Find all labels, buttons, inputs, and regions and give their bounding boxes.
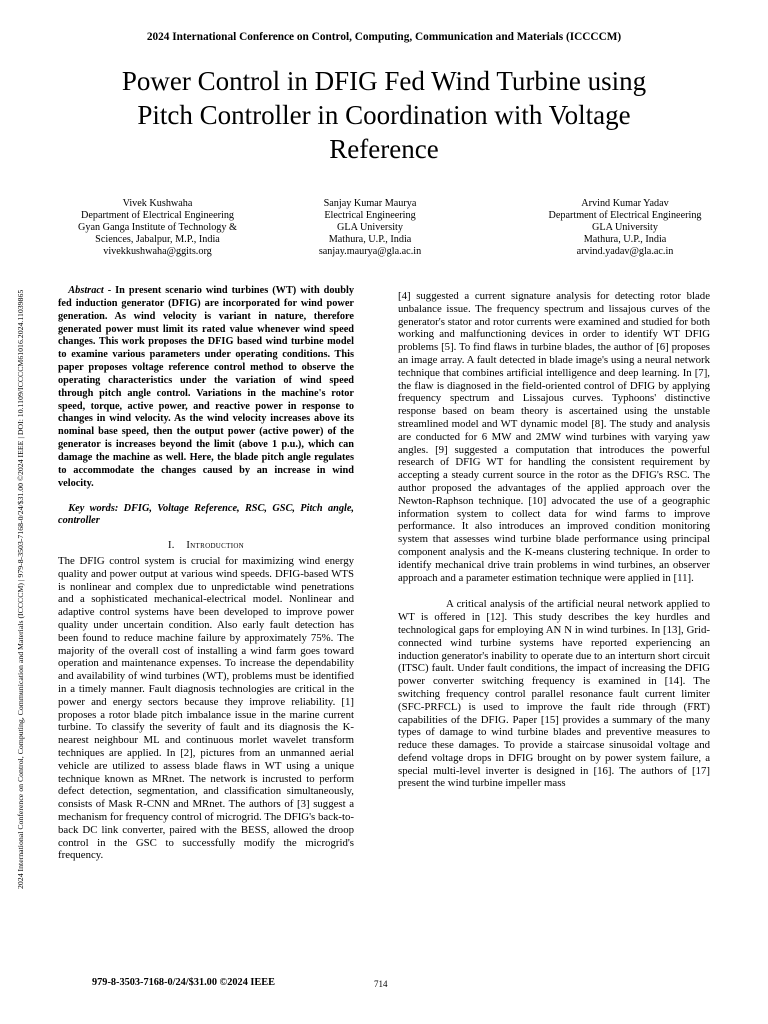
- body-paragraph: A critical analysis of the artificial neural network applied to WT is offered in [12]. This study describes the key hurdles and technological gaps for employing AN N in wind turbines. In [13], Grid-connected wind turbine systems have reported experiencing an induction generator's inability to operate due to an interturn short circuit (ITSC) fault. Under fault conditions, the impact of increasing the DFIG power converter switching frequency is examined in [14]. The switching frequency control parallel resonance fault current limiter (SFC-PRFCL) is used to improve the fault ride through (FRT) capabilities of the DFIG. Paper [15] provides a summary of the many types of damage to wind turbine blades and preventive measures to reduce these damages. To provide a staircase sinusoidal voltage and defend voltage drops in DFIG brought on by power system failure, a special multi-level inverter is designed in [16]. The authors of [17] present the wind turbine impeller mass: [398, 598, 710, 790]
- author-affiliation: Department of Electrical Engineering: [80, 210, 235, 221]
- left-column: [58, 285, 354, 862]
- abstract-text: - In present scenario wind turbines (WT) with doubly fed induction generator (DFIG) are incorporated for wind power generation. As wind velocity is variant in nature, therefore generated power must limit its rated value whenever wind speed changes. This work proposes the DFIG based wind turbine model to examine various parameters under operating conditions. This paper proposes voltage reference control method to observe the operating characteristics under the variation of wind speed through pitch angle control. Variations in the machine's rotor speed, torque, active power, and reactive power in response to changes in wind velocity. As the wind velocity increases above its nominal base speed, then the output power (active power) of the generator is increases beyond the limit (above 1 p.u.), which can damage the machine as well. Here, the blade pitch angle regulates to accommodate the changes caused by an increase in wind velocity.: [58, 285, 354, 489]
- section-heading: [58, 540, 354, 553]
- title-line: Pitch Controller in Coordination with Voltage: [137, 100, 631, 130]
- author-3: [510, 198, 740, 258]
- paper-title: [60, 64, 708, 166]
- body-paragraph: [4] suggested a current signature analysis for detecting rotor blade unbalance issue. The frequency spectrum and lissajous curves of the generator's stator and rotor currents were examined and studied for both working and malfunctioning devices in order to identify WT DFIG problems [5]. To find flaws in turbine blades, the author of [6] proposes an image array. A fault detected in blade image's using a neural network technique that combines artificial intelligence and deep learning. In [7], the flaw is diagnosed in the field-oriented control of DFIG by applying frequency spectrum and Lissajous curves. Typhoons' distinctive response based on beam theory is ascertained using the unstable streamlined model and WT dynamic model [8]. The study and analysis are conducted for 6 MW and 2MW wind turbines with varying yaw angles. [9] suggested a computation that introduces the powerful research of DFIG WT for handling the consistent requirement by accepting a steady current source in the rotor as the DFIG's RSC. The author proposed the advantages of the applied approach over the Newton-Raphson technique. [10] advocated the use of a geographic information system to collect data for wind farms to improve performance. It also introduces an improved condition monitoring system that assesses wind turbine blade performance using principal component analysis and the K-means clustering technique. In order to identify mechanical drive train problems in wind turbines, an observer approach and a parameter estimation technique were applied in [11].: [398, 290, 710, 584]
- author-affiliation: Department of Electrical Engineering: [548, 210, 702, 221]
- conference-header: 2024 International Conference on Control, Computing, Communication and Materials (ICCCCM): [146, 31, 622, 43]
- author-email[interactable]: arvind.yadav@gla.ac.in: [576, 246, 674, 257]
- intro-paragraph: The DFIG control system is crucial for maximizing wind energy quality and power output at various wind speeds. DFIG-based WTS is nonlinear and complex due to unpredictable wind penetrations and a sophisticated mechanical-electrical model. Nonlinear and adaptive control systems have been developed to improve power quality under uncertain condition. Also early fault detection has been found to reduce machine failure by approximately 75%. The majority of the overall cost of installing a wind farm goes toward operation and maintenance expenses. To increase the dependability and availability of wind turbines (WT), problems must be identified in a timely manner. Fault diagnosis technologies are critical in the power and energy sectors because they improve reliability. [1] proposes a rotor blade pitch imbalance issue in the marine current turbine. To classify the severity of fault and its diagnosis the K-nearest neighbour ML and continuous morlet wavelet transform techniques are applied. In [2], pictures from an unmanned aerial vehicle are utilized to assess blade flaws in WT using a unique technique known as MRnet. The network is incrusted to perform defect detection, segmentation, and classification simultaneously, consists of Mask R-CNN and MRnet. The authors of [3] suggest a mechanism for frequency control of microgrid. The DFIG's back-to-back DC link converter, paired with the BESS, allowed the droop control in the GSC to successfully modify the microgrid's frequency.: [58, 555, 354, 862]
- author-affiliation: Electrical Engineering: [324, 210, 416, 221]
- author-affiliation: Mathura, U.P., India: [583, 234, 667, 245]
- keywords: Key words: DFIG, Voltage Reference, RSC, GSC, Pitch angle, controller: [58, 502, 354, 527]
- abstract: [58, 285, 354, 491]
- author-affiliation: Sciences, Jabalpur, M.P., India: [95, 234, 220, 245]
- author-block: [40, 198, 740, 268]
- author-affiliation: GLA University: [592, 222, 658, 233]
- sidebar-citation-text: 2024 International Conference on Control, Computing, Communication and Materials (ICCCCM) | 979-8-3503-7168-0/24/$31.00 ©2024 IEEE | DOI: 10.1109/ICCCCM61016.2024.11039865: [16, 289, 25, 889]
- author-1: [40, 198, 275, 258]
- title-line: Power Control in DFIG Fed Wind Turbine using: [121, 66, 647, 96]
- author-email[interactable]: vivekkushwaha@ggits.org: [103, 246, 212, 257]
- author-name: Arvind Kumar Yadav: [581, 198, 669, 209]
- section-number: I.: [167, 540, 175, 552]
- author-affiliation: Gyan Ganga Institute of Technology &: [78, 222, 237, 233]
- author-name: Sanjay Kumar Maurya: [323, 198, 417, 209]
- title-line: Reference: [329, 134, 439, 164]
- author-name: Vivek Kushwaha: [122, 198, 193, 209]
- abstract-label: Abstract: [68, 285, 104, 296]
- page-number: 714: [374, 979, 388, 989]
- right-column: [398, 290, 710, 790]
- sidebar-citation: [5, 143, 27, 889]
- author-affiliation: GLA University: [337, 222, 403, 233]
- author-2: [280, 198, 460, 258]
- footer-isbn: 979-8-3503-7168-0/24/$31.00 ©2024 IEEE: [92, 977, 276, 988]
- author-affiliation: Mathura, U.P., India: [328, 234, 412, 245]
- section-title: Introduction: [186, 540, 245, 552]
- author-email[interactable]: sanjay.maurya@gla.ac.in: [318, 246, 422, 257]
